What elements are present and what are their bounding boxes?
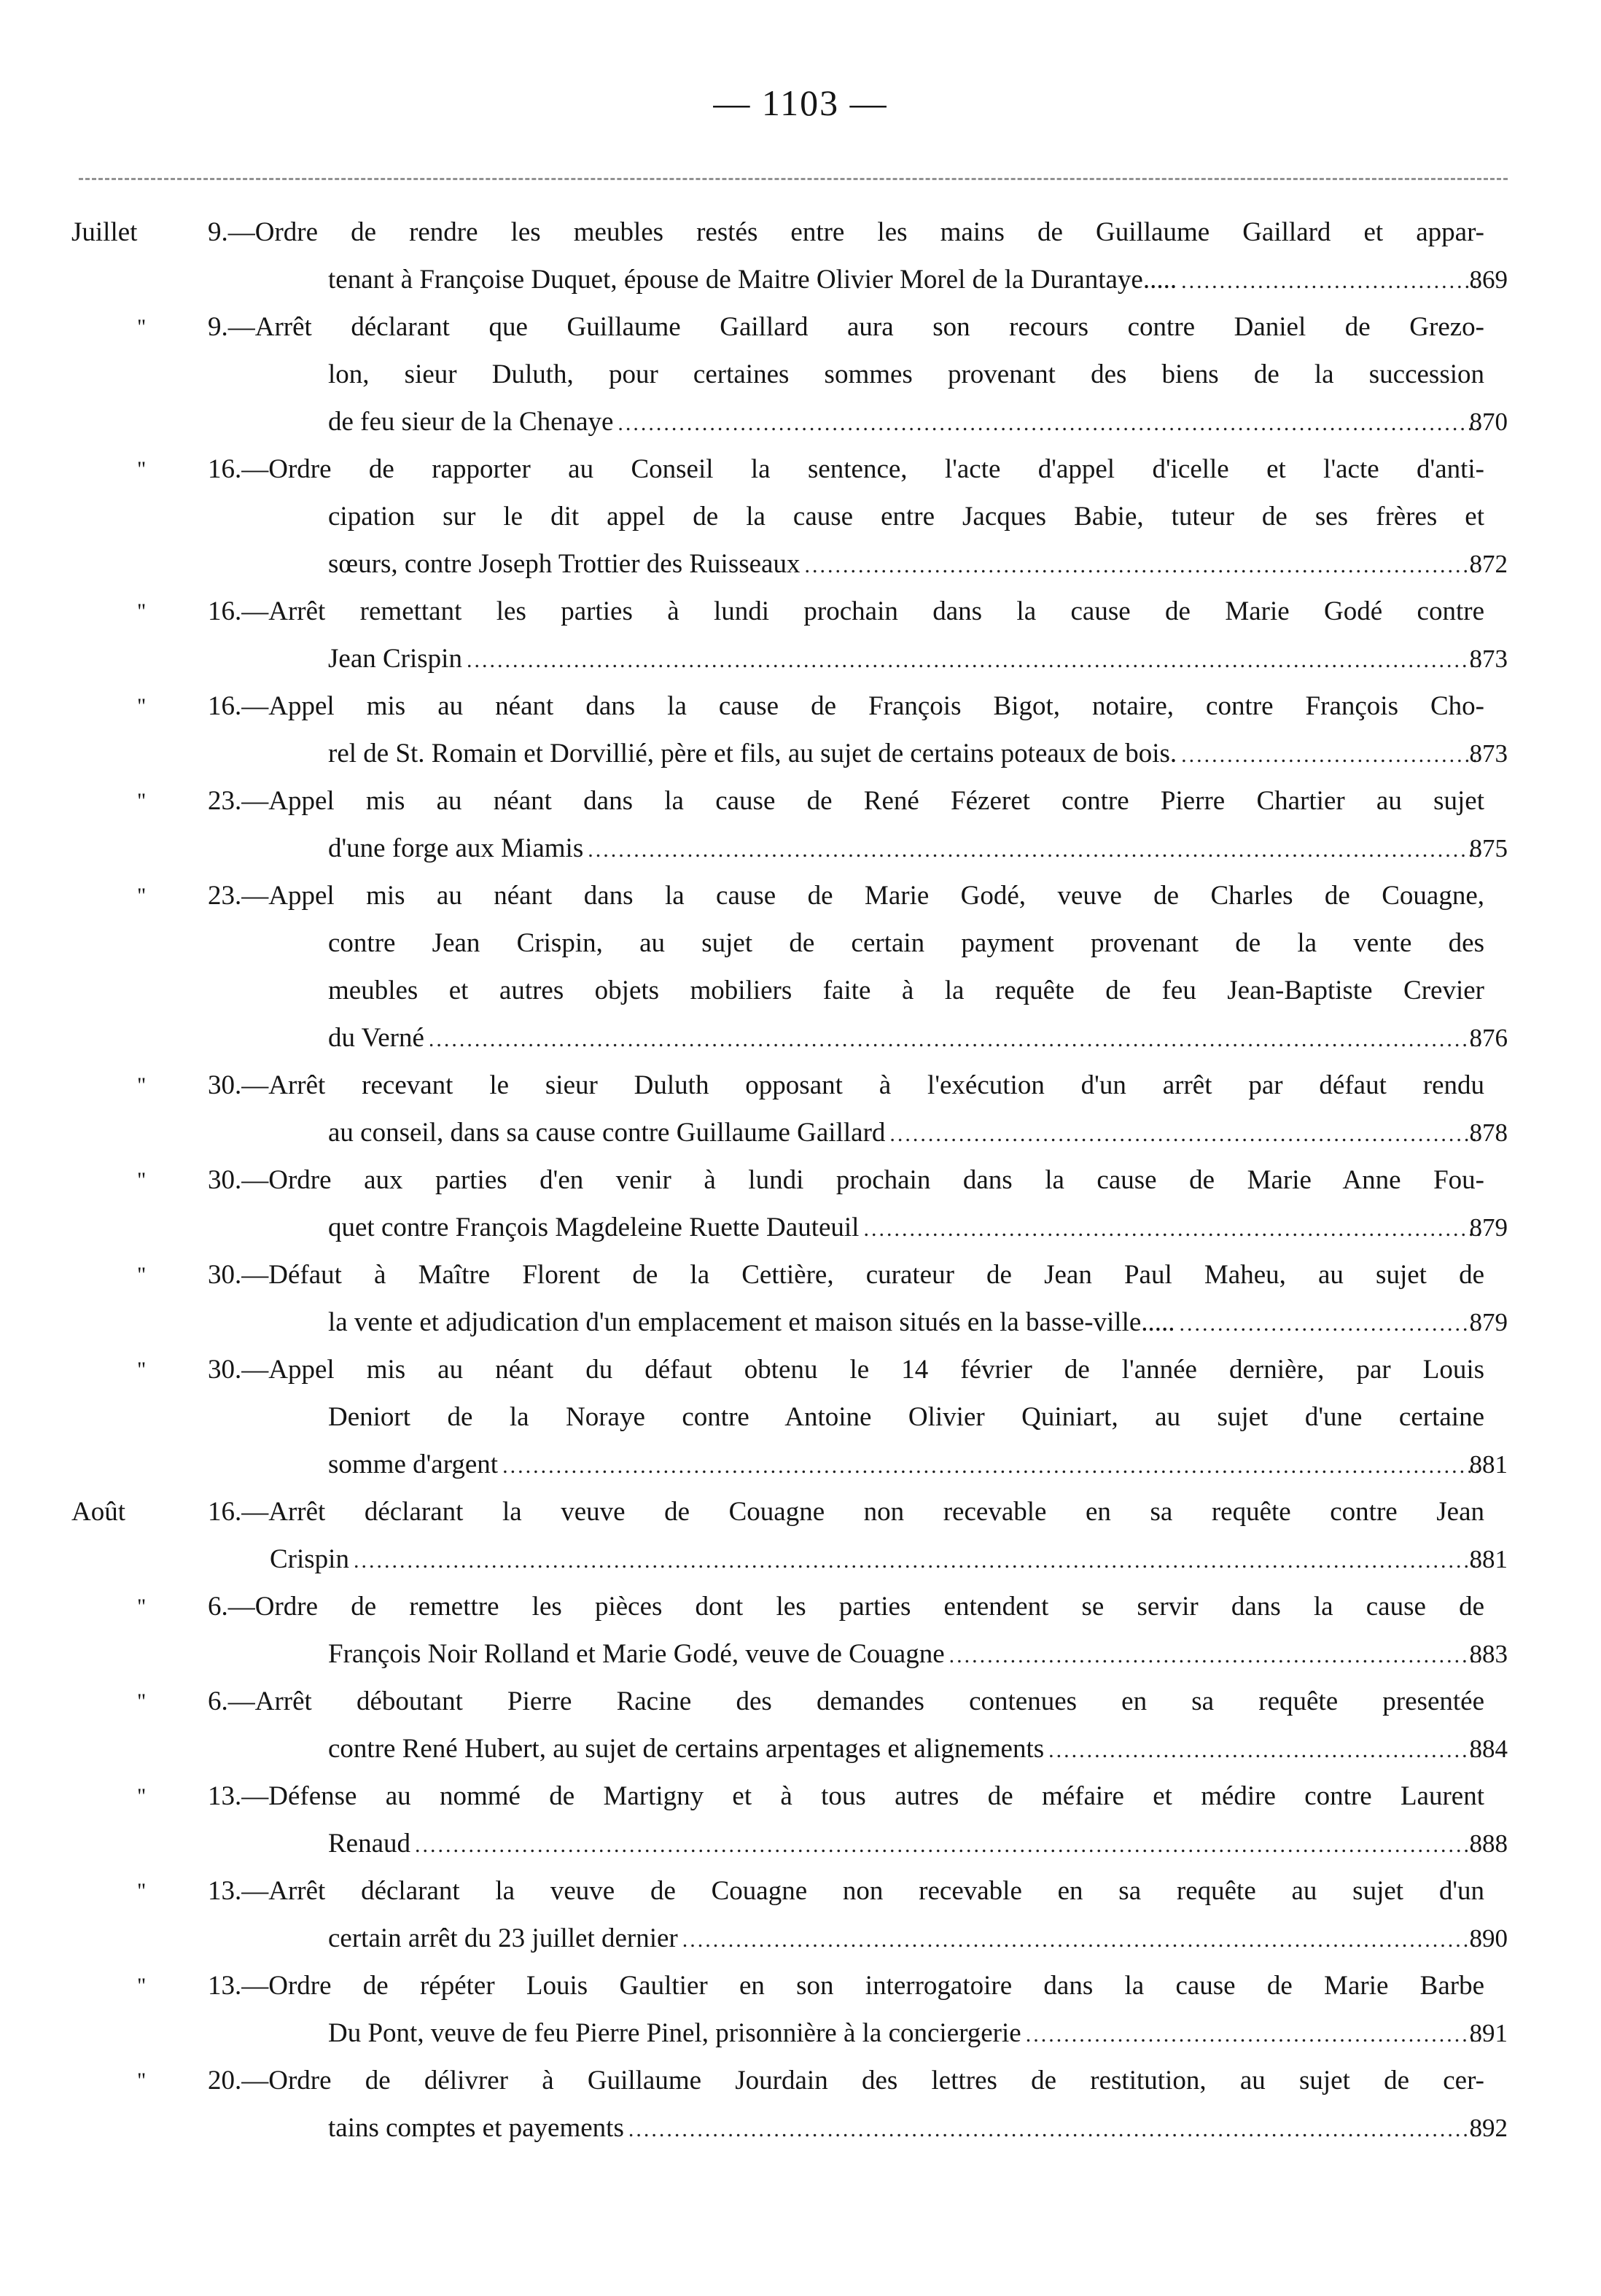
index-entry <box>0 2057 1601 2152</box>
entry-text: sœurs, contre Joseph Trottier des Ruisseaux <box>328 549 800 579</box>
index-entry <box>0 1962 1601 2057</box>
entry-line <box>0 730 1601 777</box>
entry-line <box>0 1962 1601 2009</box>
page-reference: 881 <box>1469 1450 1508 1479</box>
header-rule <box>79 178 1508 180</box>
entry-line <box>0 1393 1601 1441</box>
entry-text: quet contre François Magdeleine Ruette Dauteuil <box>328 1213 860 1242</box>
dot-leader <box>415 1821 1480 1869</box>
entry-text: 23.—Appel mis au néant dans la cause de René Fézeret contre Pierre Chartier au sujet <box>208 786 1484 816</box>
page-reference: 869 <box>1469 265 1508 294</box>
dot-leader <box>863 1205 1480 1253</box>
entry-line <box>0 1204 1601 1251</box>
entry-line <box>0 682 1601 730</box>
entry-line <box>0 398 1601 445</box>
entry-line <box>0 209 1601 256</box>
entry-text: rel de St. Romain et Dorvillié, père et fils, au sujet de certains poteaux de bois. <box>328 739 1177 768</box>
entry-text: 16.—Arrêt remettant les parties à lundi prochain dans la cause de Marie Godé contre <box>208 596 1484 626</box>
ditto-mark: " <box>137 1073 147 1097</box>
page-reference: 878 <box>1469 1118 1508 1147</box>
dot-leader <box>588 826 1480 873</box>
entry-text: 16.—Appel mis au néant dans la cause de François Bigot, notaire, contre François Cho- <box>208 691 1484 721</box>
dot-leader <box>1180 1300 1480 1347</box>
entry-line <box>0 1299 1601 1346</box>
entry-text: Crispin <box>270 1544 349 1574</box>
index-entry <box>0 303 1601 445</box>
entry-line <box>0 2104 1601 2152</box>
entry-text: d'une forge aux Miamis <box>328 833 584 863</box>
entry-text: Renaud <box>328 1829 411 1859</box>
page-number-header: — 1103 — <box>713 82 888 123</box>
index-entry <box>0 1488 1601 1583</box>
entry-line <box>0 777 1601 825</box>
entry-text: Du Pont, veuve de feu Pierre Pinel, prisonnière à la conciergerie <box>328 2018 1021 2048</box>
month-label: Août <box>71 1497 125 1527</box>
ditto-mark: " <box>137 1879 147 1903</box>
entry-text: 6.—Arrêt déboutant Pierre Racine des demandes contenues en sa requête presentée <box>208 1686 1484 1716</box>
index-entry <box>0 1583 1601 1678</box>
entry-text: 6.—Ordre de remettre les pièces dont les parties entendent se servir dans la cause de <box>208 1592 1484 1622</box>
entry-line <box>0 1536 1601 1583</box>
entry-text: de feu sieur de la Chenaye <box>328 407 614 437</box>
ditto-mark: " <box>137 1168 147 1192</box>
entry-text: 13.—Ordre de répéter Louis Gaultier en son interrogatoire dans la cause de Marie Barbe <box>208 1971 1484 2001</box>
ditto-mark: " <box>137 1689 147 1713</box>
entry-text: 30.—Défaut à Maître Florent de la Cettière, curateur de Jean Paul Maheu, au sujet de <box>208 1260 1484 1290</box>
dot-leader <box>618 400 1480 447</box>
ditto-mark: " <box>137 1974 147 1998</box>
index-entry <box>0 209 1601 303</box>
index-entry <box>0 1156 1601 1251</box>
page-reference: 876 <box>1469 1024 1508 1052</box>
entry-text: 9.—Ordre de rendre les meubles restés entre les mains de Guillaume Gaillard et appar- <box>208 217 1484 247</box>
entry-text: Jean Crispin <box>328 644 462 674</box>
entry-line <box>0 445 1601 493</box>
ditto-mark: " <box>137 694 147 718</box>
entry-line <box>0 1014 1601 1062</box>
page-reference: 890 <box>1469 1924 1508 1953</box>
entry-text: 23.—Appel mis au néant dans la cause de Marie Godé, veuve de Charles de Couagne, <box>208 881 1484 911</box>
ditto-mark: " <box>137 884 147 908</box>
entry-text: Deniort de la Noraye contre Antoine Olivier Quiniart, au sujet d'une certaine <box>328 1402 1484 1432</box>
entry-text: 30.—Appel mis au néant du défaut obtenu le 14 février de l'année dernière, par Louis <box>208 1355 1484 1385</box>
entry-line <box>0 1630 1601 1678</box>
page-reference: 872 <box>1469 550 1508 578</box>
entry-text: meubles et autres objets mobiliers faite à la requête de feu Jean-Baptiste Crevier <box>328 976 1484 1005</box>
dot-leader <box>1181 731 1480 779</box>
entry-line <box>0 540 1601 588</box>
entry-text: cipation sur le dit appel de la cause entre Jacques Babie, tuteur de ses frères et <box>328 502 1484 532</box>
entry-line <box>0 2009 1601 2057</box>
entry-text: 30.—Ordre aux parties d'en venir à lundi prochain dans la cause de Marie Anne Fou- <box>208 1165 1484 1195</box>
index-entry <box>0 588 1601 682</box>
page-reference: 879 <box>1469 1213 1508 1242</box>
dot-leader <box>804 542 1480 589</box>
entry-text: somme d'argent <box>328 1449 499 1479</box>
entry-text: 16.—Ordre de rapporter au Conseil la sentence, l'acte d'appel d'icelle et l'acte d'anti- <box>208 454 1484 484</box>
index-entry <box>0 682 1601 777</box>
page-reference: 873 <box>1469 645 1508 673</box>
entry-text: la vente et adjudication d'un emplacement et maison situés en la basse-ville..... <box>328 1307 1175 1337</box>
page-reference: 870 <box>1469 408 1508 436</box>
page-reference: 888 <box>1469 1829 1508 1858</box>
ditto-mark: " <box>137 599 147 623</box>
entry-line <box>0 1772 1601 1820</box>
entry-line <box>0 1583 1601 1630</box>
page-reference: 892 <box>1469 2114 1508 2142</box>
entry-line <box>0 919 1601 967</box>
index-entry <box>0 1867 1601 1962</box>
dot-leader <box>682 1916 1480 1964</box>
entry-line <box>0 1820 1601 1867</box>
index-entry <box>0 1678 1601 1772</box>
entry-line <box>0 1725 1601 1772</box>
ditto-mark: " <box>137 315 147 339</box>
page-reference: 873 <box>1469 739 1508 768</box>
entry-line <box>0 303 1601 351</box>
index-entry <box>0 1346 1601 1488</box>
dot-leader <box>354 1537 1480 1584</box>
page-reference: 884 <box>1469 1735 1508 1763</box>
entry-text: tenant à Françoise Duquet, épouse de Maitre Olivier Morel de la Durantaye..... <box>328 265 1177 295</box>
dot-leader <box>1026 2011 1480 2058</box>
dot-leader <box>467 637 1480 684</box>
entry-line <box>0 872 1601 919</box>
ditto-mark: " <box>137 457 147 481</box>
ditto-mark: " <box>137 2069 147 2093</box>
entry-line <box>0 1441 1601 1488</box>
dot-leader <box>429 1016 1480 1063</box>
entry-text: contre René Hubert, au sujet de certains arpentages et alignements <box>328 1734 1045 1764</box>
entry-line <box>0 967 1601 1014</box>
entry-line <box>0 1346 1601 1393</box>
ditto-mark: " <box>137 1595 147 1619</box>
dot-leader <box>949 1632 1480 1679</box>
entry-text: François Noir Rolland et Marie Godé, veuve de Couagne <box>328 1639 945 1669</box>
entry-line <box>0 1251 1601 1299</box>
dot-leader <box>502 1442 1480 1490</box>
entry-line <box>0 351 1601 398</box>
entry-text: lon, sieur Duluth, pour certaines sommes provenant des biens de la succession <box>328 359 1484 389</box>
index-entry <box>0 1772 1601 1867</box>
ditto-mark: " <box>137 1263 147 1287</box>
page-reference: 883 <box>1469 1640 1508 1668</box>
month-label: Juillet <box>71 217 138 247</box>
entry-line <box>0 493 1601 540</box>
entry-text: 13.—Défense au nommé de Martigny et à tous autres de méfaire et médire contre Laurent <box>208 1781 1484 1811</box>
entry-line <box>0 2057 1601 2104</box>
entry-line <box>0 256 1601 303</box>
entry-line <box>0 1156 1601 1204</box>
entry-line <box>0 1915 1601 1962</box>
entry-line <box>0 1678 1601 1725</box>
entry-text: certain arrêt du 23 juillet dernier <box>328 1923 678 1953</box>
entry-text: 16.—Arrêt déclarant la veuve de Couagne non recevable en sa requête contre Jean <box>208 1497 1484 1527</box>
entry-line <box>0 1062 1601 1109</box>
entry-text: 20.—Ordre de délivrer à Guillaume Jourdain des lettres de restitution, au sujet de cer- <box>208 2066 1484 2095</box>
page-reference: 881 <box>1469 1545 1508 1573</box>
entry-line <box>0 1488 1601 1536</box>
ditto-mark: " <box>137 1784 147 1808</box>
dot-leader <box>1048 1727 1480 1774</box>
ditto-mark: " <box>137 1358 147 1382</box>
entry-text: au conseil, dans sa cause contre Guillaume Gaillard <box>328 1118 886 1148</box>
entry-text: 30.—Arrêt recevant le sieur Duluth opposant à l'exécution d'un arrêt par défaut rendu <box>208 1070 1484 1100</box>
entry-line <box>0 1109 1601 1156</box>
entry-line <box>0 1867 1601 1915</box>
dot-leader <box>628 2106 1480 2153</box>
index-entry <box>0 777 1601 872</box>
entry-text: 13.—Arrêt déclarant la veuve de Couagne non recevable en sa requête au sujet d'un <box>208 1876 1484 1906</box>
entry-line <box>0 635 1601 682</box>
entry-text: 9.—Arrêt déclarant que Guillaume Gaillard aura son recours contre Daniel de Grezo- <box>208 312 1484 342</box>
entry-line <box>0 825 1601 872</box>
entry-line <box>0 588 1601 635</box>
index-entry <box>0 1251 1601 1346</box>
index-entries <box>0 209 1601 2152</box>
index-entry <box>0 445 1601 588</box>
index-entry <box>0 872 1601 1062</box>
page-reference: 891 <box>1469 2019 1508 2047</box>
entry-text: tains comptes et payements <box>328 2113 624 2143</box>
dot-leader <box>1181 257 1480 305</box>
page-reference: 879 <box>1469 1308 1508 1336</box>
dot-leader <box>889 1110 1480 1158</box>
entry-text: contre Jean Crispin, au sujet de certain payment provenant de la vente des <box>328 928 1484 958</box>
page-reference: 875 <box>1469 834 1508 863</box>
index-entry <box>0 1062 1601 1156</box>
entry-text: du Verné <box>328 1023 424 1053</box>
ditto-mark: " <box>137 789 147 813</box>
